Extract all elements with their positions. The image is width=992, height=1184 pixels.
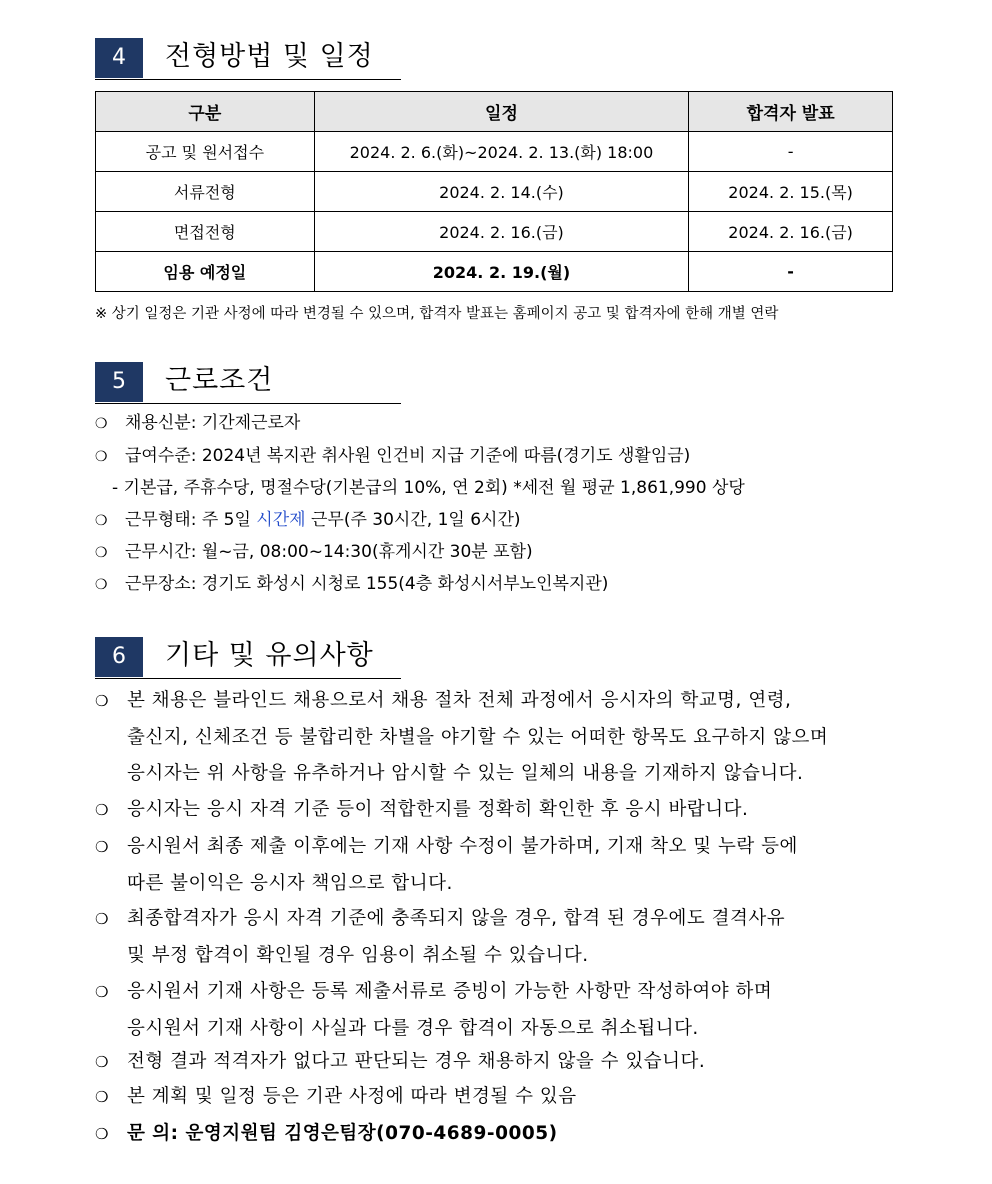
section-underline: [95, 79, 401, 80]
section-6-header: [95, 637, 401, 679]
list-item: [95, 411, 300, 436]
highlighted-text: 시간제: [256, 510, 306, 530]
bullet-icon: ❍: [95, 1088, 109, 1106]
bullet-icon: ❍: [95, 838, 109, 856]
table-row: [96, 172, 893, 212]
notice-line: 전형 결과 적격자가 없다고 판단되는 경우 채용하지 않을 수 있습니다.: [127, 1051, 706, 1072]
schedule-table: [95, 91, 893, 292]
notice-item: [95, 829, 885, 902]
table-cell: -: [689, 132, 893, 172]
list-item-text: 근무시간: 월~금, 08:00~14:30(휴게시간 30분 포함): [125, 542, 533, 562]
section-underline: [95, 678, 401, 679]
notice-item: [95, 792, 885, 829]
notice-line: 본 계획 및 일정 등은 기관 사정에 따라 변경될 수 있음: [127, 1086, 577, 1107]
section-title: 근로조건: [165, 365, 274, 396]
notice-line: 응시원서 기재 사항은 등록 제출서류로 증빙이 가능한 사항만 작성하여야 하며: [127, 981, 773, 1002]
notice-line: 본 채용은 블라인드 채용으로서 채용 절차 전체 과정에서 응시자의 학교명, 연령,: [127, 690, 792, 711]
notice-line: 및 부정 합격이 확인될 경우 임용이 취소될 수 있습니다.: [127, 944, 589, 966]
notice-item: [95, 683, 885, 793]
table-cell: 2024. 2. 16.(금): [314, 212, 689, 252]
column-header: 구분: [96, 92, 315, 132]
table-cell: 2024. 2. 15.(목): [689, 172, 893, 212]
column-header: 일정: [314, 92, 689, 132]
table-cell: 2024. 2. 19.(월): [314, 252, 689, 292]
table-cell: -: [689, 252, 893, 292]
table-header-row: [96, 92, 893, 132]
schedule-note: ※ 상기 일정은 기관 사정에 따라 변경될 수 있으며, 합격자 발표는 홈페이지 공고 및 합격자에 한해 개별 연락: [95, 306, 779, 322]
list-item: [95, 444, 690, 469]
notice-line: 최종합격자가 응시 자격 기준에 충족되지 않을 경우, 합격 된 경우에도 결격사유: [127, 908, 786, 929]
table-row: [96, 252, 893, 292]
table-cell: 2024. 2. 14.(수): [314, 172, 689, 212]
bullet-icon: ❍: [95, 545, 108, 561]
list-item-text: 근무장소: 경기도 화성시 시청로 155(4층 화성시서부노인복지관): [125, 574, 609, 594]
notice-line: 응시자는 위 사항을 유추하거나 암시할 수 있는 일체의 내용을 기재하지 않습니다.: [127, 763, 804, 784]
table-cell: 공고 및 원서접수: [96, 132, 315, 172]
list-item: [95, 540, 533, 565]
notice-line: 응시자는 응시 자격 기준 등이 적합한지를 정확히 확인한 후 응시 바랍니다.: [127, 799, 749, 820]
table-cell: 면접전형: [96, 212, 315, 252]
section-number: 5: [95, 362, 143, 402]
section-number: 4: [95, 38, 143, 78]
contact-item: [95, 1116, 885, 1153]
list-item: [95, 508, 521, 533]
notice-line: 따른 불이익은 응시자 책임으로 합니다.: [127, 872, 453, 894]
table-cell: 임용 예정일: [96, 252, 315, 292]
section-4-header: [95, 38, 401, 80]
bullet-icon: ❍: [95, 577, 108, 593]
bullet-icon: ❍: [95, 1053, 109, 1071]
notice-item: [95, 1044, 885, 1081]
bullet-icon: ❍: [95, 983, 109, 1001]
bullet-icon: ❍: [95, 416, 108, 432]
notice-line: 응시원서 최종 제출 이후에는 기재 사항 수정이 불가하며, 기재 착오 및 누락 등에: [127, 836, 798, 857]
list-item: [95, 572, 608, 597]
bullet-icon: ❍: [95, 513, 108, 529]
sub-list-item: - 기본급, 주휴수당, 명절수당(기본급의 10%, 연 2회) *세전 월 평균 1,861,990 상당: [112, 478, 745, 498]
notice-item: [95, 901, 885, 974]
table-cell: 2024. 2. 16.(금): [689, 212, 893, 252]
list-item-text: 채용신분: 기간제근로자: [125, 413, 301, 433]
notice-line: 응시원서 기재 사항이 사실과 다를 경우 합격이 자동으로 취소됩니다.: [127, 1017, 699, 1039]
bullet-icon: ❍: [95, 449, 108, 465]
contact-text: 문 의: 운영지원팀 김영은팀장(070-4689-0005): [127, 1123, 558, 1144]
bullet-icon: ❍: [95, 1125, 109, 1143]
table-row: [96, 132, 893, 172]
list-item-text: 급여수준: 2024년 복지관 취사원 인건비 지급 기준에 따름(경기도 생활임금): [125, 446, 691, 466]
notice-line: 출신지, 신체조건 등 불합리한 차별을 야기할 수 있는 어떠한 항목도 요구하지 않으며: [127, 726, 829, 748]
section-title: 기타 및 유의사항: [165, 640, 374, 671]
column-header: 합격자 발표: [689, 92, 893, 132]
bullet-icon: ❍: [95, 801, 109, 819]
notice-item: [95, 974, 885, 1047]
list-item-text: 근무(주 30시간, 1일 6시간): [305, 510, 521, 530]
bullet-icon: ❍: [95, 910, 109, 928]
list-item-text: 근무형태: 주 5일: [125, 510, 257, 530]
section-title: 전형방법 및 일정: [165, 41, 374, 72]
notice-item: [95, 1079, 885, 1116]
section-number: 6: [95, 637, 143, 677]
table-cell: 2024. 2. 6.(화)~2024. 2. 13.(화) 18:00: [314, 132, 689, 172]
section-underline: [95, 403, 401, 404]
section-5-header: [95, 362, 401, 404]
table-cell: 서류전형: [96, 172, 315, 212]
bullet-icon: ❍: [95, 692, 109, 710]
table-row: [96, 212, 893, 252]
